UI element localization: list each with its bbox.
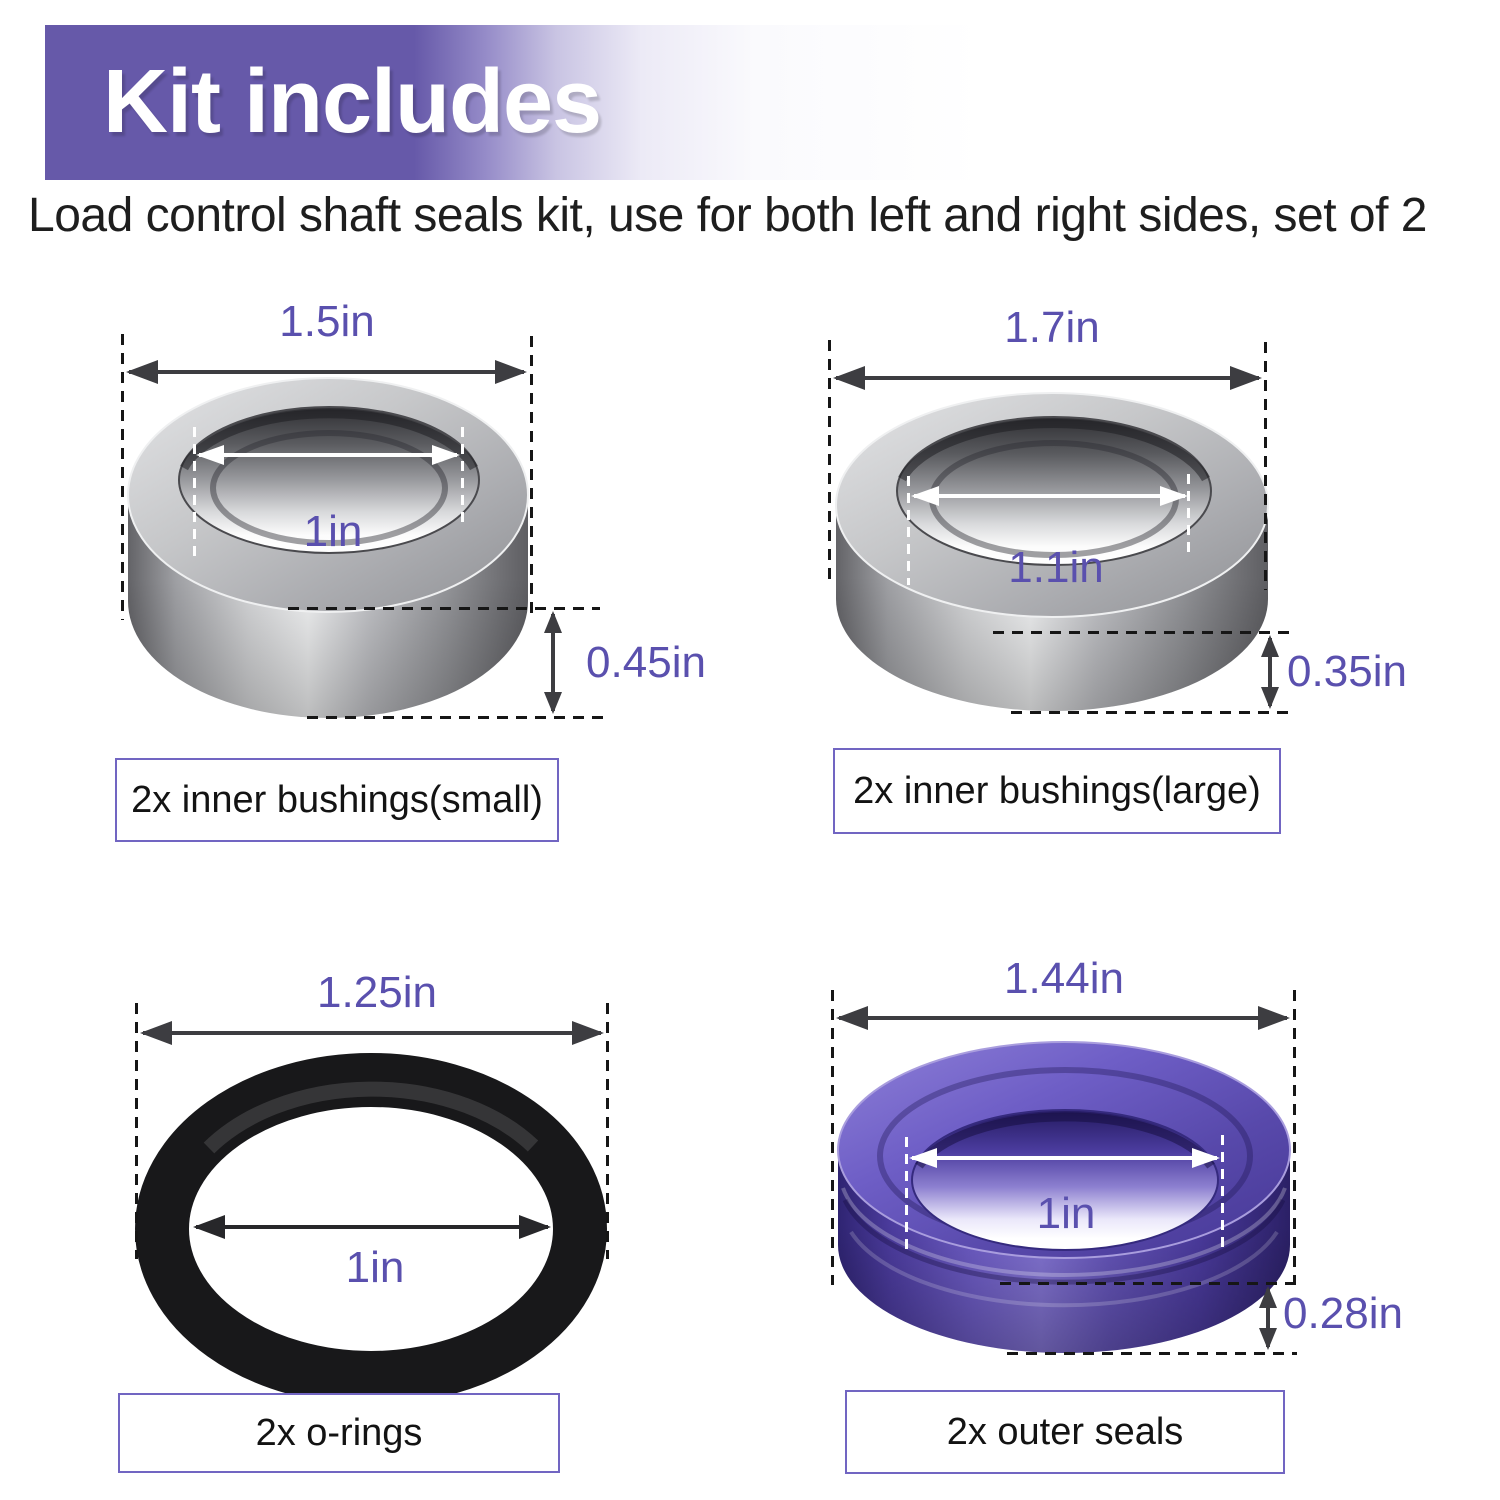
arrow-head-right [495,360,527,384]
arrow-head-right [1258,1006,1290,1030]
arrow-head-left [909,1148,937,1168]
extension-line-white [1221,1135,1224,1250]
part-label-text: 2x outer seals [946,1410,1184,1453]
height-dim-label: 0.28in [1283,1289,1403,1338]
arrow-head-right [519,1215,551,1239]
height-dim-arrow [540,611,566,714]
part-label-text: 2x o-rings [255,1411,423,1454]
arrow-line [914,494,1185,498]
arrow-line [199,453,457,457]
extension-line [288,607,600,610]
arrow-head-left [836,1006,868,1030]
extension-line [606,1003,609,1259]
arrow-line [143,1031,601,1035]
id-dim-arrow [911,483,1188,509]
page-title: Kit includes [103,52,602,152]
extension-line [828,340,831,585]
arrow-head-left [140,1021,172,1045]
arrow-head-bottom [544,692,562,714]
extension-line [1011,711,1296,714]
id-dim-label: 1in [1036,1189,1096,1238]
part-label-outer-seal [845,1390,1285,1474]
height-dim-label: 0.45in [586,638,706,687]
arrow-head-top [544,611,562,633]
extension-line [1000,1282,1297,1285]
arrow-line [129,370,524,374]
arrow-head-bottom [1259,1328,1277,1350]
part-label-text: 2x inner bushings(small) [131,778,543,821]
od-dim-arrow [833,365,1262,391]
extension-line-white [907,476,910,585]
arrow-head-right [572,1021,604,1045]
od-dim-arrow [836,1005,1290,1031]
part-label-bushing-small [115,758,559,842]
arrow-line [196,1225,548,1229]
arrow-head-left [911,486,939,506]
header-banner [45,25,1465,180]
od-dim-label: 1.5in [279,297,375,346]
height-dim-label: 0.35in [1287,647,1407,696]
arrow-head-left [193,1215,225,1239]
od-dim-label: 1.7in [1004,303,1100,352]
extension-line [831,990,834,1285]
height-dim-arrow [1255,1286,1281,1350]
id-dim-arrow [193,1214,551,1240]
arrow-head-left [126,360,158,384]
extension-line [307,716,610,719]
arrow-head-top [1261,635,1279,657]
arrow-head-right [432,445,460,465]
height-dim-arrow [1257,635,1283,709]
arrow-head-right [1192,1148,1220,1168]
extension-line [1293,990,1296,1285]
extension-line-white [905,1137,908,1256]
arrow-head-top [1259,1286,1277,1308]
extension-line [530,336,533,615]
od-dim-label: 1.44in [1004,954,1124,1003]
subtitle: Load control shaft seals kit, use for both left and right sides, set of 2 [28,189,1427,242]
extension-line [135,1003,138,1259]
arrow-head-bottom [1261,687,1279,709]
arrow-head-right [1160,486,1188,506]
od-dim-arrow [140,1020,604,1046]
od-dim-label: 1.25in [317,968,437,1017]
extension-line [1264,342,1267,590]
extension-line [121,334,124,620]
arrow-line [839,1016,1287,1020]
arrow-head-left [196,445,224,465]
id-dim-label: 1in [345,1243,405,1292]
id-dim-label: 1in [303,507,363,556]
id-dim-arrow [909,1145,1220,1171]
part-label-o-ring [118,1393,560,1473]
arrow-head-left [833,366,865,390]
od-dim-arrow [126,359,527,385]
id-dim-label: 1.1in [1008,543,1104,592]
part-label-bushing-large [833,748,1281,834]
part-label-text: 2x inner bushings(large) [853,769,1261,812]
extension-line-white [461,427,464,527]
arrow-line [912,1156,1217,1160]
id-dim-arrow [196,442,460,468]
arrow-head-right [1230,366,1262,390]
arrow-line [836,376,1259,380]
extension-line [993,631,1292,634]
extension-line [1007,1352,1297,1355]
